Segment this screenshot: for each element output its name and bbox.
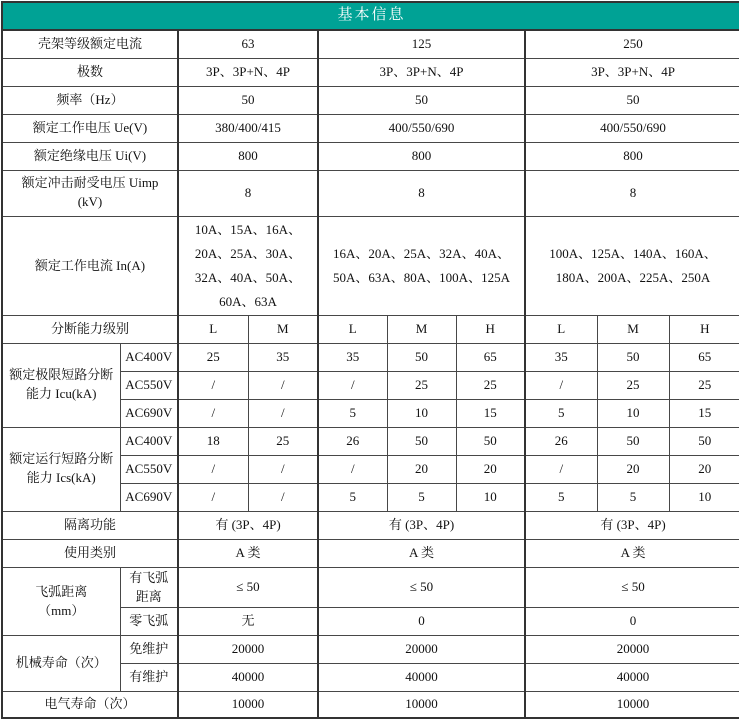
ics-550-6: 20: [597, 455, 669, 483]
elec-life-250: 10000: [525, 692, 739, 718]
row-frame-current: [2, 30, 739, 58]
icu-400-5: 35: [525, 343, 597, 371]
ics-690-6: 5: [597, 483, 669, 511]
icu-550-4: 25: [456, 371, 525, 399]
label-arc-line2: （mm）: [38, 602, 85, 618]
ui-63: 800: [178, 142, 318, 170]
sublabel-ics-ac550v: AC550V: [120, 455, 178, 483]
mech-free-63: 20000: [178, 636, 318, 664]
icu-400-0: 25: [178, 343, 248, 371]
ics-550-3: 20: [387, 455, 456, 483]
rated-current-125: 16A、20A、25A、32A、40A、50A、63A、80A、100A、125A: [318, 216, 525, 315]
category-63: A 类: [178, 539, 318, 567]
mech-free-125: 20000: [318, 636, 525, 664]
ics-400-1: 25: [248, 427, 318, 455]
mech-maint-125: 40000: [318, 664, 525, 692]
label-mech-life: 机械寿命（次）: [2, 636, 120, 692]
icu-400-7: 65: [669, 343, 739, 371]
ics-550-0: /: [178, 455, 248, 483]
icu-550-5: /: [525, 371, 597, 399]
spec-table: [1, 1, 739, 719]
uimp-125: 8: [318, 170, 525, 216]
ics-550-7: 20: [669, 455, 739, 483]
row-arc-distance: [2, 567, 739, 608]
icu-550-2: /: [318, 371, 387, 399]
isolation-125: 有 (3P、4P): [318, 511, 525, 539]
bclass-125-l: L: [318, 315, 387, 343]
rated-current-63: 10A、15A、16A、20A、25A、30A、32A、40A、50A、60A、63A: [178, 216, 318, 315]
ics-400-7: 50: [669, 427, 739, 455]
label-uimp-line2: (kV): [77, 194, 103, 209]
row-icu-ac400v: [2, 343, 739, 371]
row-elec-life: [2, 692, 739, 718]
zero-arc-125: 0: [318, 608, 525, 636]
frequency-125: 50: [318, 86, 525, 114]
sublabel-ics-ac690v: AC690V: [120, 483, 178, 511]
bclass-63-m: M: [248, 315, 318, 343]
sublabel-with-maintenance: 有维护: [120, 664, 178, 692]
ics-690-0: /: [178, 483, 248, 511]
icu-550-3: 25: [387, 371, 456, 399]
row-mech-life-free: [2, 636, 739, 664]
bclass-250-h: H: [669, 315, 739, 343]
elec-life-63: 10000: [178, 692, 318, 718]
uimp-250: 8: [525, 170, 739, 216]
icu-550-7: 25: [669, 371, 739, 399]
frequency-63: 50: [178, 86, 318, 114]
sublabel-maintenance-free: 免维护: [120, 636, 178, 664]
table-title: 基本信息: [2, 2, 739, 30]
row-category: [2, 539, 739, 567]
bclass-125-m: M: [387, 315, 456, 343]
label-rated-current: 额定工作电流 In(A): [2, 216, 178, 315]
icu-690-4: 15: [456, 399, 525, 427]
label-uimp-line1: 额定冲击耐受电压 Uimp: [21, 175, 159, 191]
row-frequency: [2, 86, 739, 114]
ue-125: 400/550/690: [318, 114, 525, 142]
icu-550-6: 25: [597, 371, 669, 399]
frame-current-250: 250: [525, 30, 739, 58]
sublabel-arc-with: 有飞弧距离: [120, 567, 178, 608]
rated-current-250: 100A、125A、140A、160A、180A、200A、225A、250A: [525, 216, 739, 315]
icu-690-0: /: [178, 399, 248, 427]
label-icu: 额定极限短路分断能力 Icu(kA): [2, 343, 120, 427]
poles-63: 3P、3P+N、4P: [178, 58, 318, 86]
label-frame-current: 壳架等级额定电流: [2, 30, 178, 58]
elec-life-125: 10000: [318, 692, 525, 718]
sublabel-ics-ac400v: AC400V: [120, 427, 178, 455]
sublabel-icu-ac550v: AC550V: [120, 371, 178, 399]
zero-arc-63: 无: [178, 608, 318, 636]
ics-400-0: 18: [178, 427, 248, 455]
ics-690-2: 5: [318, 483, 387, 511]
bclass-63-l: L: [178, 315, 248, 343]
frame-current-63: 63: [178, 30, 318, 58]
ics-400-6: 50: [597, 427, 669, 455]
uimp-63: 8: [178, 170, 318, 216]
icu-690-1: /: [248, 399, 318, 427]
ics-400-5: 26: [525, 427, 597, 455]
ue-250: 400/550/690: [525, 114, 739, 142]
mech-maint-63: 40000: [178, 664, 318, 692]
ics-690-7: 10: [669, 483, 739, 511]
icu-400-6: 50: [597, 343, 669, 371]
mech-free-250: 20000: [525, 636, 739, 664]
poles-125: 3P、3P+N、4P: [318, 58, 525, 86]
label-frequency: 频率（Hz）: [2, 86, 178, 114]
row-ue: [2, 114, 739, 142]
label-category: 使用类别: [2, 539, 178, 567]
isolation-250: 有 (3P、4P): [525, 511, 739, 539]
label-breaking-class: 分断能力级别: [2, 315, 178, 343]
icu-690-7: 15: [669, 399, 739, 427]
label-isolation: 隔离功能: [2, 511, 178, 539]
ics-690-1: /: [248, 483, 318, 511]
isolation-63: 有 (3P、4P): [178, 511, 318, 539]
zero-arc-250: 0: [525, 608, 739, 636]
bclass-250-l: L: [525, 315, 597, 343]
row-uimp: [2, 170, 739, 216]
sublabel-icu-ac690v: AC690V: [120, 399, 178, 427]
row-poles: [2, 58, 739, 86]
label-ics: 额定运行短路分断能力 Ics(kA): [2, 427, 120, 511]
bclass-125-h: H: [456, 315, 525, 343]
icu-400-1: 35: [248, 343, 318, 371]
row-ics-ac400v: [2, 427, 739, 455]
icu-690-6: 10: [597, 399, 669, 427]
icu-690-2: 5: [318, 399, 387, 427]
ics-690-5: 5: [525, 483, 597, 511]
ics-690-3: 5: [387, 483, 456, 511]
ue-63: 380/400/415: [178, 114, 318, 142]
row-rated-current: [2, 216, 739, 315]
icu-690-5: 5: [525, 399, 597, 427]
ics-400-2: 26: [318, 427, 387, 455]
category-250: A 类: [525, 539, 739, 567]
ics-400-4: 50: [456, 427, 525, 455]
arc-with-63: ≤ 50: [178, 567, 318, 608]
frame-current-125: 125: [318, 30, 525, 58]
ics-400-3: 50: [387, 427, 456, 455]
bclass-250-m: M: [597, 315, 669, 343]
ui-125: 800: [318, 142, 525, 170]
label-uimp: [2, 170, 178, 216]
sublabel-zero-arc: 零飞弧: [120, 608, 178, 636]
icu-550-0: /: [178, 371, 248, 399]
table-header-row: [2, 2, 739, 30]
icu-400-3: 50: [387, 343, 456, 371]
label-arc-distance: [2, 567, 120, 636]
icu-550-1: /: [248, 371, 318, 399]
row-ui: [2, 142, 739, 170]
ics-550-5: /: [525, 455, 597, 483]
label-ue: 额定工作电压 Ue(V): [2, 114, 178, 142]
arc-with-125: ≤ 50: [318, 567, 525, 608]
arc-with-250: ≤ 50: [525, 567, 739, 608]
icu-400-2: 35: [318, 343, 387, 371]
category-125: A 类: [318, 539, 525, 567]
mech-maint-250: 40000: [525, 664, 739, 692]
label-elec-life: 电气寿命（次）: [2, 692, 178, 718]
label-arc-line1: 飞弧距离: [35, 583, 88, 599]
row-breaking-class: [2, 315, 739, 343]
sublabel-icu-ac400v: AC400V: [120, 343, 178, 371]
ics-550-1: /: [248, 455, 318, 483]
icu-690-3: 10: [387, 399, 456, 427]
ics-550-2: /: [318, 455, 387, 483]
label-poles: 极数: [2, 58, 178, 86]
label-ui: 额定绝缘电压 Ui(V): [2, 142, 178, 170]
icu-400-4: 65: [456, 343, 525, 371]
ics-550-4: 20: [456, 455, 525, 483]
ui-250: 800: [525, 142, 739, 170]
poles-250: 3P、3P+N、4P: [525, 58, 739, 86]
frequency-250: 50: [525, 86, 739, 114]
ics-690-4: 10: [456, 483, 525, 511]
row-isolation: [2, 511, 739, 539]
